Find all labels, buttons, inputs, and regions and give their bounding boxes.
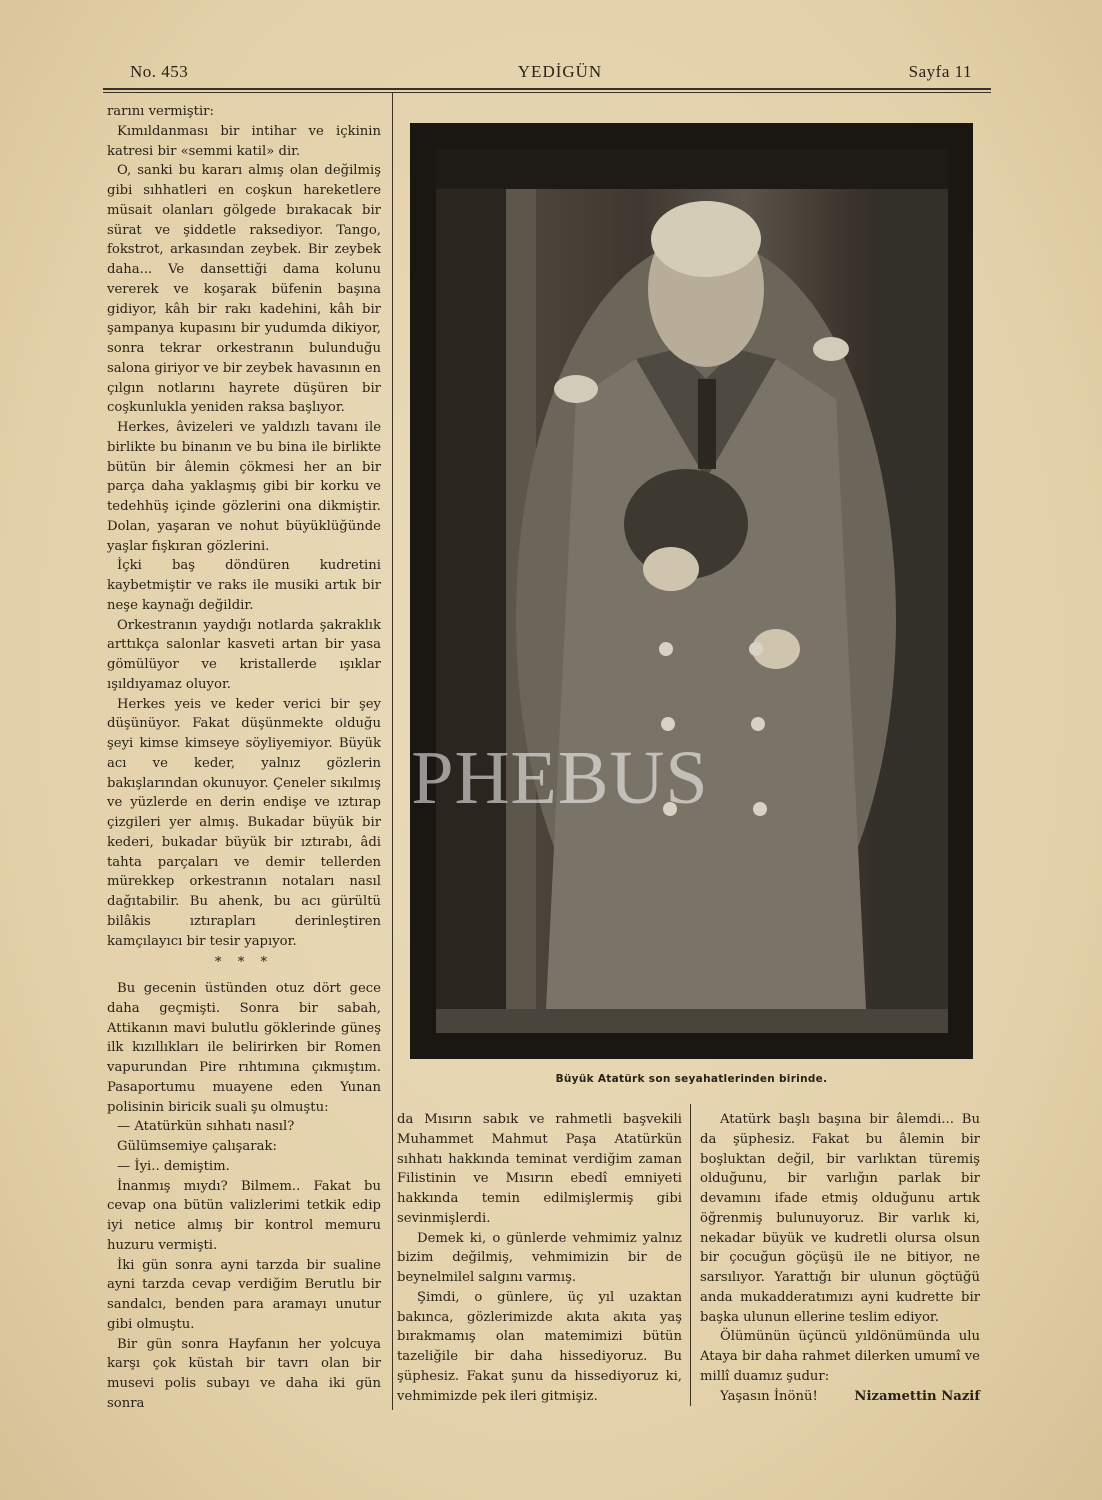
closing-phrase: Yaşasın İnönü! [720, 1388, 818, 1404]
issue-number: No. 453 [130, 62, 189, 81]
paragraph: Herkes, âvizeleri ve yaldızlı tavanı ile birlikte bu binanın ve bu bina ile birlikte bütün bir âlemin çökmesi her an bir parça daha yaklaşmış gibi bir korku ve tedehhüş içinde gözlerini ona dikmiştir. Dolan, yaşaran ve nohut büyüklüğünde yaşlar fışkıran gözlerini. [107, 420, 381, 554]
paragraph: O, sanki bu kararı almış olan değilmiş gibi sıhhatleri en coşkun hareketlere müsait olanları gölgede bırakacak bir sürat ve şiddetle raksediyor. Tango, fokstrot, arkasından zeybek. Bir zeybek daha... Ve dansettiği dama kolunu vererek ve koşarak büfenin başına gidiyor, kâh bir rakı kadehini, kâh bir şampanya kupasını bir yudumda dikiyor, sonra tekrar orkestranın bulunduğu salona giriyor ve bir zeybek havasının en çılgın notlarını hayrete düşüren bir coşkunlukla yeniden raksa başlıyor. [107, 163, 381, 416]
signature-line [700, 1387, 980, 1407]
paragraph: Herkes yeis ve keder verici bir şey düşünüyor. Fakat düşünmekte olduğu şeyi kimse kimseye söyliyemiyor. Büyük acı ve keder, yalnız gözlerin bakışlarından okunuyor. Çeneler sıkılmış ve yüzlerde en derin endişe ve ıztırap çizgileri yer almış. Bukadar büyük bir kederi, bukadar büyük bir ıztırabı, âdi tahta parçaları ve demir tellerden mürekkep orkestranın notaları nasıl dağıtabilir. Bu ahenk, bu acı gürültü bilâkis ıztırapları derinleştiren kamçılayıcı bir tesir yapıyor. [107, 696, 381, 949]
photo-caption: Büyük Atatürk son seyahatlerinden birinde. [555, 1073, 828, 1085]
header-rule [103, 88, 991, 90]
paragraph: İçki baş döndüren kudretini kaybetmiştir ve raks ile musiki artık bir neşe kaynağı değildir. [107, 558, 381, 613]
paragraph: Bir gün sonra Hayfanın her yolcuya karşı çok küstah bir tavrı olan bir musevi polis subayı ve daha iki gün sonra [107, 1336, 381, 1411]
header-rule-thin [103, 92, 991, 93]
paragraph: — İyi.. demiştim. [117, 1158, 230, 1174]
paragraph: İnanmış mıydı? Bilmem.. Fakat bu cevap ona bütün valizlerimi tetkik edip iyi netice almış bir kontrol memuru huzuru vermişti. [107, 1178, 381, 1253]
portrait-photo [436, 149, 948, 1033]
paragraph: da Mısırın sabık ve rahmetli başvekili Muhammet Mahmut Paşa Atatürkün sıhhatı hakkında teminat verdiğim zaman Filistinin ve Mısırın ebedî emniyeti hakkında temin edilmişlermiş gibi sevinmişlerdi. [397, 1112, 682, 1226]
paragraph: Şimdi, o günlere, üç yıl uzaktan bakınca, gözlerimizde akıta akıta yaş bırakmamış olan matemimizi bütün tazeliğile bir daha hissediyoruz. Bu şüphesiz. Fakat şunu da hissediyoruz ki, vehmimizde pek ileri gitmişiz. [397, 1289, 682, 1404]
paragraph: rarını vermiştir: [107, 104, 214, 119]
photo-frame [410, 123, 973, 1059]
left-column [107, 102, 381, 1414]
paragraph: Orkestranın yaydığı notlarda şakraklık arttıkça salonlar kasveti artan bir yasa gömülüyor ve kristallerde ışıklar ışıldıyamaz oluyor. [107, 617, 381, 692]
section-separator: * * * [214, 955, 274, 971]
author-name: Nizamettin Nazif [854, 1388, 980, 1404]
paragraph: İki gün sonra ayni tarzda bir sualine ayni tarzda cevap verdiğim Berutlu bir sandalcı, benden para aramayı unutur gibi olmuştu. [107, 1257, 381, 1332]
paragraph: Gülümsemiye çalışarak: [117, 1139, 277, 1154]
portrait-illustration [436, 149, 948, 1033]
paragraph: Kımıldanması bir intihar ve içkinin katresi bir «semmi katil» dir. [107, 123, 381, 159]
magazine-title: YEDİGÜN [517, 62, 603, 81]
right-column [700, 1110, 980, 1406]
paragraph: Ölümünün üçüncü yıldönümünda ulu Ataya bir daha rahmet dilerken umumî ve millî duamız şudur: [700, 1329, 980, 1384]
paragraph: Bu gecenin üstünden otuz dört gece daha geçmişti. Sonra bir sabah, Attikanın mavi bulutlu göklerinde güneş ilk kızıllıkları ile belirirken bir Romen vapurundan Pire rıhtımına çıkmıştım. Pasaportumu muayene eden Yunan polisinin biricik suali şu olmuştu: [107, 981, 381, 1115]
paragraph: Atatürk başlı başına bir âlemdi... Bu da şüphesiz. Fakat bu âlemin bir boşluktan değil, bir varlıktan türemiş olduğunu, bir varlığın parlak bir devamını ifade etmiş olduğunu artık öğrenmiş bulunuyoruz. Bir varlık ki, nekadar büyük ve kudretli olursa olsun bir çocuğun göçüşü ile ne bitiyor, ne sarsılıyor. Yarattığı bir ulunun göçtüğü anda mukadderatımızı ayni kudrette bir başka ulunun ellerine teslim ediyor. [700, 1112, 980, 1325]
paragraph: Demek ki, o günlerde vehmimiz yalnız bizim değilmiş, vehmimizin bir de beynelmilel salgını varmış. [397, 1230, 682, 1285]
page-number: Sayfa 11 [908, 62, 972, 81]
paragraph: — Atatürkün sıhhatı nasıl? [117, 1119, 295, 1135]
middle-column [397, 1110, 682, 1406]
column-divider-bottom [690, 1104, 691, 1406]
watermark-text: PHEBUS [411, 736, 709, 820]
